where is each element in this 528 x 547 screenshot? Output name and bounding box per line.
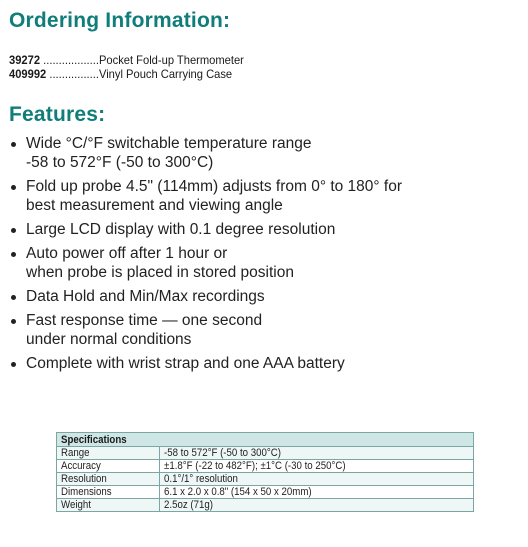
order-code: 409992 xyxy=(9,67,47,81)
spec-value-text: -58 to 572°F (-50 to 300°C) xyxy=(164,447,281,459)
spec-value-text: 6.1 x 2.0 x 0.8" (154 x 50 x 20mm) xyxy=(164,486,312,498)
feature-item xyxy=(10,311,515,349)
spec-label xyxy=(57,447,160,460)
table-row xyxy=(57,447,474,460)
table-row xyxy=(57,460,474,473)
spec-value xyxy=(160,473,474,486)
spec-label-text: Accuracy xyxy=(61,460,101,472)
specifications-table xyxy=(56,432,474,512)
features-heading: Features: xyxy=(9,103,106,126)
features-list xyxy=(10,134,515,378)
feature-item xyxy=(10,134,515,172)
spec-value-text: ±1.8°F (-22 to 482°F); ±1°C (-30 to 250°C) xyxy=(164,460,346,472)
table-row xyxy=(57,473,474,486)
spec-label xyxy=(57,499,160,512)
feature-text: Fold up probe 4.5" (114mm) adjusts from 0° to 180° for xyxy=(26,178,403,195)
spec-label-text: Range xyxy=(61,447,90,459)
feature-item xyxy=(10,177,515,215)
feature-text: Complete with wrist strap and one AAA battery xyxy=(26,355,345,372)
table-row xyxy=(57,499,474,512)
feature-item xyxy=(10,244,515,282)
feature-text: when probe is placed in stored position xyxy=(26,264,294,281)
spec-label xyxy=(57,460,160,473)
feature-text: Auto power off after 1 hour or xyxy=(26,245,228,262)
spec-label xyxy=(57,473,160,486)
feature-text: best measurement and viewing angle xyxy=(26,197,283,214)
specifications-title-text: Specifications xyxy=(61,433,127,446)
spec-value xyxy=(160,460,474,473)
spec-label xyxy=(57,486,160,499)
feature-text: Data Hold and Min/Max recordings xyxy=(26,288,265,305)
feature-text: Large LCD display with 0.1 degree resolution xyxy=(26,221,336,238)
spec-label-text: Dimensions xyxy=(61,486,112,498)
bullet-icon xyxy=(11,295,16,300)
order-description: Vinyl Pouch Carrying Case xyxy=(98,67,233,81)
feature-text: Wide °C/°F switchable temperature range xyxy=(26,135,312,152)
spec-value-text: 0.1°/1° resolution xyxy=(164,473,238,485)
spec-label-text: Weight xyxy=(61,499,91,511)
feature-text: under normal conditions xyxy=(26,331,192,348)
spec-value xyxy=(160,486,474,499)
bullet-icon xyxy=(11,228,16,233)
order-dots: .................. xyxy=(40,53,99,67)
spec-value-text: 2.5oz (71g) xyxy=(164,499,213,511)
bullet-icon xyxy=(11,362,16,367)
ordering-list xyxy=(9,53,262,81)
order-code: 39272 xyxy=(9,53,41,67)
order-description: Pocket Fold-up Thermometer xyxy=(98,53,244,67)
spec-label-text: Resolution xyxy=(61,473,107,485)
bullet-icon xyxy=(11,185,16,190)
feature-item xyxy=(10,220,515,239)
feature-item xyxy=(10,354,515,373)
order-item xyxy=(9,67,244,81)
order-dots: ................ xyxy=(46,67,99,81)
spec-value xyxy=(160,499,474,512)
order-item xyxy=(9,53,244,67)
table-row xyxy=(57,486,474,499)
bullet-icon xyxy=(11,319,16,324)
specifications-title xyxy=(57,433,474,447)
bullet-icon xyxy=(11,252,16,257)
bullet-icon xyxy=(11,142,16,147)
spec-value xyxy=(160,447,474,460)
feature-text: -58 to 572°F (-50 to 300°C) xyxy=(26,154,214,171)
feature-text: Fast response time — one second xyxy=(26,312,263,329)
feature-item xyxy=(10,287,515,306)
ordering-heading: Ordering Information: xyxy=(9,9,231,32)
